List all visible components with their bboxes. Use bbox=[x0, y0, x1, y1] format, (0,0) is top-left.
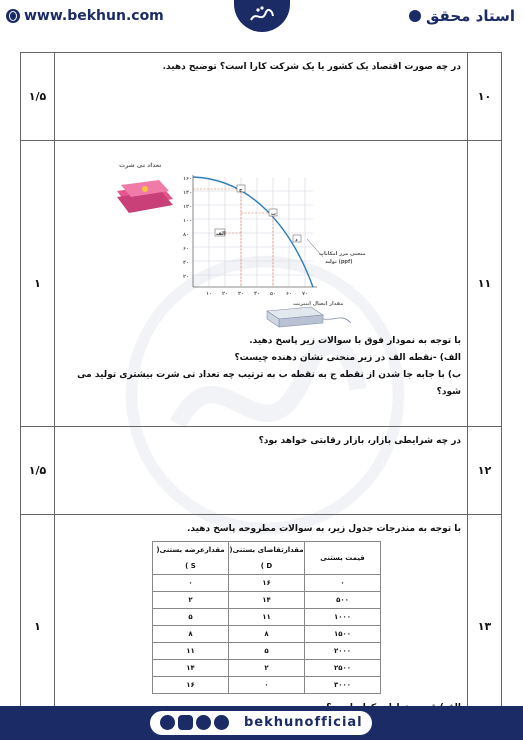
table-row bbox=[153, 575, 381, 592]
question-text-line: الف) -نقطه الف در زیر منحنی نشان دهنده چیست؟ bbox=[234, 353, 461, 363]
x-tick: ۷۰ bbox=[302, 291, 309, 297]
table-header: مقدارتقاضای بستنی( D ) bbox=[229, 542, 305, 575]
network-switch-icon bbox=[267, 307, 351, 327]
question-number: ۱۲ bbox=[468, 427, 502, 515]
question-text bbox=[55, 141, 468, 427]
question-row-12 bbox=[21, 427, 502, 515]
table-cell: ۱۰۰۰ bbox=[305, 609, 381, 626]
question-text-line: ب) با جابه جا شدن از نقطه ج به نقطه ب به ترتیب چه تعداد تی شرت بیشتری تولید می شود؟ bbox=[77, 370, 461, 397]
curve-label: تولید (ppf) bbox=[325, 259, 353, 265]
question-row-11 bbox=[21, 141, 502, 427]
y-axis-label: تعداد تی شرت bbox=[119, 162, 162, 169]
ppf-graph bbox=[61, 147, 461, 333]
table-cell: ۵ bbox=[229, 643, 305, 660]
table-cell: ۰ bbox=[305, 575, 381, 592]
question-text-line: در چه صورت اقتصاد یک کشور یا یک شرکت کارا است؟ توضیح دهید. bbox=[162, 62, 461, 72]
table-cell: ۲ bbox=[229, 660, 305, 677]
table-cell: ۸ bbox=[153, 626, 229, 643]
brand-title bbox=[409, 7, 515, 25]
supply-demand-table bbox=[152, 541, 381, 694]
y-tick: ۸۰ bbox=[183, 232, 190, 238]
table-cell: ۰ bbox=[229, 677, 305, 694]
question-row-13 bbox=[21, 515, 502, 739]
question-lines bbox=[61, 333, 461, 401]
exam-table bbox=[20, 52, 502, 739]
whatsapp-icon[interactable] bbox=[214, 715, 229, 730]
table-row bbox=[153, 609, 381, 626]
question-score: ۱ bbox=[21, 515, 55, 739]
ppf-curve bbox=[193, 177, 313, 287]
y-tick: ۴۰ bbox=[183, 260, 190, 266]
y-tick: ۱۲۰ bbox=[183, 204, 193, 210]
table-cell: ۱۱ bbox=[229, 609, 305, 626]
x-tick: ۳۰ bbox=[238, 291, 245, 297]
table-cell: ۵۰۰ bbox=[305, 592, 381, 609]
brand-icon bbox=[409, 10, 421, 22]
site-url[interactable] bbox=[6, 8, 164, 24]
table-cell: ۱۴ bbox=[229, 592, 305, 609]
curve-label: منحنی مرز امکانات bbox=[319, 251, 366, 257]
table-row bbox=[153, 677, 381, 694]
instagram-icon[interactable] bbox=[160, 715, 175, 730]
social-icons bbox=[160, 715, 229, 730]
point-label: الف bbox=[216, 231, 226, 237]
question-text bbox=[55, 427, 468, 515]
y-tick: ۱۰۰ bbox=[183, 218, 193, 224]
point-label: ب bbox=[271, 211, 277, 217]
table-header: قیمت بستنی bbox=[305, 542, 381, 575]
x-tick: ۵۰ bbox=[270, 291, 277, 297]
telegram-icon[interactable] bbox=[196, 715, 211, 730]
question-number: ۱۳ bbox=[468, 515, 502, 739]
table-cell: ۳۰۰۰ bbox=[305, 677, 381, 694]
table-row bbox=[153, 643, 381, 660]
table-cell: ۱۶ bbox=[229, 575, 305, 592]
question-score: ۱/۵ bbox=[21, 53, 55, 141]
table-cell: ۱۶ bbox=[153, 677, 229, 694]
x-axis-label: مقدار اتصال اینترنت bbox=[293, 301, 344, 307]
x-tick: ۶۰ bbox=[286, 291, 293, 297]
y-tick: ۶۰ bbox=[183, 246, 190, 252]
question-text bbox=[55, 515, 468, 739]
footer-handle[interactable]: bekhunofficial bbox=[244, 715, 363, 730]
page-header bbox=[0, 0, 523, 34]
youtube-icon[interactable] bbox=[178, 715, 193, 730]
point-guides bbox=[193, 189, 273, 287]
question-text bbox=[55, 53, 468, 141]
question-score: ۱ bbox=[21, 141, 55, 427]
question-text-line: در چه شرایطی بازار، بازار رقابتی خواهد بود؟ bbox=[258, 436, 461, 446]
brand-title-text: استاد محقق bbox=[426, 7, 515, 25]
table-header: مقدارعرضه بستنی( S ) bbox=[153, 542, 229, 575]
question-row-10 bbox=[21, 53, 502, 141]
table-cell: ۵ bbox=[153, 609, 229, 626]
logo-badge bbox=[234, 0, 290, 32]
calligraphy-logo-icon bbox=[248, 4, 276, 28]
globe-icon bbox=[6, 9, 20, 23]
y-tick: ۲۰ bbox=[183, 274, 190, 280]
table-cell: ۱۴ bbox=[153, 660, 229, 677]
x-tick: ۴۰ bbox=[254, 291, 261, 297]
table-header-row bbox=[153, 542, 381, 575]
question-number: ۱۰ bbox=[468, 53, 502, 141]
table-cell: ۱۵۰۰ bbox=[305, 626, 381, 643]
table-cell: ۲۵۰۰ bbox=[305, 660, 381, 677]
graph-grid bbox=[193, 177, 313, 287]
table-cell: ۰ bbox=[153, 575, 229, 592]
table-cell: ۲ bbox=[153, 592, 229, 609]
question-text-line: با توجه به نمودار فوق با سوالات زیر پاسخ دهید. bbox=[249, 336, 461, 346]
x-tick: ۱۰ bbox=[206, 291, 213, 297]
table-cell: ۱۱ bbox=[153, 643, 229, 660]
table-row bbox=[153, 592, 381, 609]
tshirt-stack-icon bbox=[117, 180, 173, 213]
point-label: د bbox=[295, 237, 298, 243]
question-score: ۱/۵ bbox=[21, 427, 55, 515]
y-tick: ۱۴۰ bbox=[183, 190, 193, 196]
site-url-text: www.bekhun.com bbox=[24, 8, 164, 24]
table-row bbox=[153, 660, 381, 677]
x-tick: ۲۰ bbox=[222, 291, 229, 297]
table-cell: ۲۰۰۰ bbox=[305, 643, 381, 660]
y-tick: ۱۶۰ bbox=[183, 176, 193, 182]
ppf-graph-svg bbox=[61, 147, 441, 333]
question-number: ۱۱ bbox=[468, 141, 502, 427]
table-cell: ۸ bbox=[229, 626, 305, 643]
page-footer bbox=[0, 706, 523, 740]
table-row bbox=[153, 626, 381, 643]
point-label: ج bbox=[239, 187, 243, 193]
question-text-line: با توجه به مندرجات جدول زیر، به سوالات مطروحه پاسخ دهید. bbox=[187, 524, 461, 534]
